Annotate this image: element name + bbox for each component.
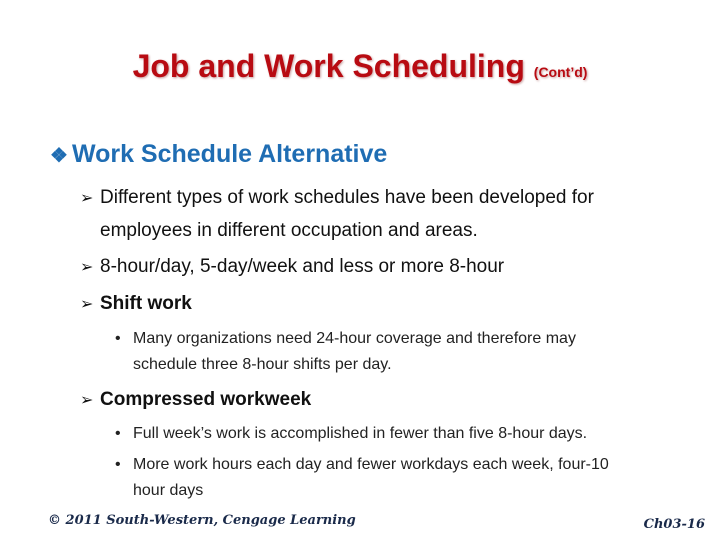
list-item bbox=[80, 182, 594, 247]
arrow-bullet-icon: ➢ bbox=[80, 190, 94, 207]
item-text: More work hours each day and fewer workdays each week, four-10 bbox=[133, 456, 609, 473]
bullet-icon: • bbox=[115, 330, 121, 347]
bullet-icon: • bbox=[115, 456, 121, 473]
sub-list-item bbox=[115, 421, 587, 447]
page-number: Ch03-16 bbox=[643, 517, 705, 532]
sub-list-item bbox=[115, 452, 609, 504]
sub-list-item bbox=[115, 326, 576, 378]
section-heading bbox=[50, 140, 387, 169]
item-text: Shift work bbox=[100, 293, 192, 314]
diamond-bullet-icon: ❖ bbox=[50, 145, 68, 167]
item-text: Many organizations need 24-hour coverage and therefore may bbox=[133, 330, 576, 347]
title-main: Job and Work Scheduling bbox=[132, 48, 525, 84]
item-text-cont: hour days bbox=[133, 482, 204, 499]
list-item bbox=[80, 288, 192, 321]
item-text-cont: schedule three 8-hour shifts per day. bbox=[133, 356, 392, 373]
item-text-cont: employees in different occupation and areas. bbox=[100, 220, 478, 241]
heading-text: Work Schedule Alternative bbox=[71, 140, 388, 168]
list-item bbox=[80, 384, 311, 417]
slide-title bbox=[0, 48, 720, 85]
bullet-icon: • bbox=[115, 425, 121, 442]
item-text: Full week’s work is accomplished in fewer than five 8-hour days. bbox=[133, 425, 588, 442]
arrow-bullet-icon: ➢ bbox=[80, 296, 94, 313]
item-text: 8-hour/day, 5-day/week and less or more 8-hour bbox=[100, 256, 505, 277]
arrow-bullet-icon: ➢ bbox=[80, 392, 94, 409]
arrow-bullet-icon: ➢ bbox=[80, 259, 94, 276]
list-item bbox=[80, 251, 504, 284]
item-text: Different types of work schedules have been developed for bbox=[100, 187, 594, 208]
title-sub: (Cont’d) bbox=[533, 64, 588, 80]
copyright: © 2011 South-Western, Cengage Learning bbox=[48, 513, 356, 528]
item-text: Compressed workweek bbox=[100, 389, 312, 410]
